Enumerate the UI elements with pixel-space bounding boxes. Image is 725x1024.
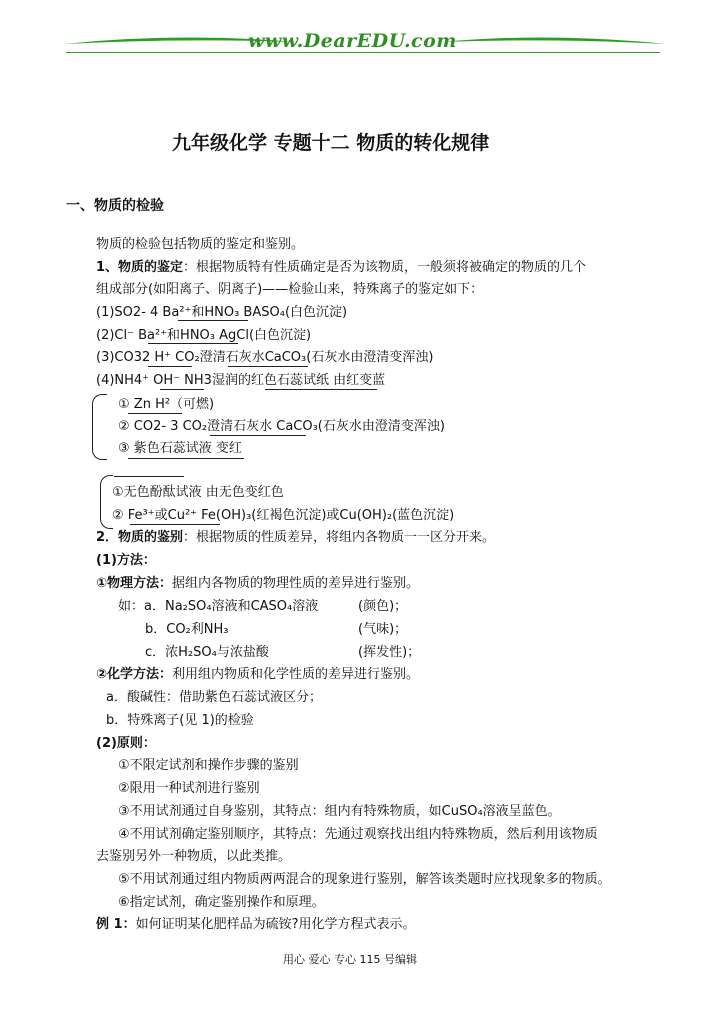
para-identification-text: ：根据物质特有性质确定是否为该物质，一般须将被确定的物质的几个 (183, 260, 587, 275)
chemical-method-text: 利用组内物质和化学性质的差异进行鉴别。 (172, 667, 420, 682)
example-c: c．浓H₂SO₄与浓盐酸 (145, 645, 269, 660)
h-ion-brace (92, 394, 107, 460)
para-distinguish (96, 529, 495, 547)
principle-3: ③不用试剂通过自身鉴别，其特点：组内有特殊物质，如CuSO₄溶液呈蓝色。 (118, 804, 561, 819)
page-title: 九年级化学 专题十二 物质的转化规律 (172, 132, 490, 154)
oh-ion-arrow-1 (114, 476, 184, 477)
para-identification (96, 259, 586, 277)
physical-method-label: ①物理方法： (96, 576, 173, 591)
para-distinguish-label: 2．物质的鉴别 (96, 530, 184, 545)
ion-line-1: (1)SO2- 4 Ba²⁺和HNO₃ BASO₄(白色沉淀) (96, 305, 348, 320)
page-footer: 用心 爱心 专心 115 号编辑 (283, 953, 417, 966)
header-rule (66, 52, 660, 53)
header-swoosh-right (440, 28, 670, 50)
principle-1: ①不限定试剂和操作步骤的鉴别 (118, 758, 299, 773)
h-ion-item-2: ② CO2- 3 CO₂澄清石灰水 CaCO₃(石灰水由澄清变浑浊) (118, 419, 445, 434)
ion-arrow-2 (148, 343, 238, 344)
example-b: b．CO₂利NH₃ (145, 622, 229, 637)
header-site-name: www.DearEDU.com (248, 30, 457, 52)
chemical-method-label: ②化学方法： (96, 667, 173, 682)
example-1-text: 如何证明某化肥样品为硫铵?用化学方程式表示。 (135, 917, 416, 932)
ion-arrow-3 (148, 366, 192, 367)
principle-5: ⑤不用试剂通过组内物质两两混合的现象进行鉴别，解答该类题时应找现象多的物质。 (118, 872, 611, 887)
chemical-a: a．酸碱性：借助紫色石蕊试液区分； (106, 690, 322, 705)
intro-text: 物质的检验包括物质的鉴定和鉴别。 (96, 237, 305, 252)
principle-6: ⑥指定试剂，确定鉴别操作和原理。 (118, 895, 325, 910)
example-1-label: 例 1： (96, 917, 136, 932)
principle-4-cont: 去鉴别另外一种物质，以此类推。 (96, 849, 292, 864)
ion-arrow-3b (228, 366, 308, 367)
h-ion-arrow-1 (128, 413, 182, 414)
para-distinguish-text: ：根据物质的性质差异，将组内各物质一一区分开来。 (183, 530, 496, 545)
ion-line-4: (4)NH4⁺ OH⁻ NH3湿润的红色石蕊试纸 由红变蓝 (96, 373, 386, 388)
h-ion-arrow-2 (210, 435, 306, 436)
principle-4: ④不用试剂确定鉴别顺序，其特点：先通过观察找出组内特殊物质，然后利用该物质 (118, 827, 598, 842)
oh-ion-item-1: ①无色酚酞试液 由无色变红色 (112, 485, 284, 500)
para-identification-cont: 组成部分(如阳离子、阴离子)——检验山来，特殊离子的鉴定如下： (96, 282, 484, 297)
example-a-property: (颜色)； (358, 599, 408, 614)
ion-arrow-4 (160, 389, 204, 390)
physical-method (96, 575, 419, 593)
physical-method-text: 据组内各物质的物理性质的差异进行鉴别。 (172, 576, 420, 591)
ion-line-3: (3)CO32 H⁺ CO₂澄清石灰水CaCO₃(石灰水由澄清变浑浊) (96, 350, 434, 365)
principles-heading: (2)原则： (96, 736, 156, 751)
principle-2: ②限用一种试剂进行鉴别 (118, 781, 260, 796)
example-1 (96, 916, 415, 934)
h-ion-item-1: ① Zn H²（可燃) (118, 397, 215, 412)
para-identification-label: 1、物质的鉴定 (96, 260, 184, 275)
section-heading: 一、物质的检验 (66, 198, 164, 214)
chemical-b: b．特殊离子(见 1)的检验 (106, 713, 254, 728)
oh-ion-item-2: ② Fe³⁺或Cu²⁺ Fe(OH)₃(红褐色沉淀)或Cu(OH)₂(蓝色沉淀) (112, 508, 455, 523)
example-c-property: (挥发性)； (358, 645, 421, 660)
oh-ion-arrow-2 (130, 524, 220, 525)
ion-line-2: (2)Cl⁻ Ba²⁺和HNO₃ AgCl(白色沉淀) (96, 328, 312, 343)
ion-arrow-4b (265, 389, 377, 390)
h-ion-item-3: ③ 紫色石蕊试液 变红 (118, 441, 242, 456)
methods-heading: (1)方法： (96, 553, 156, 568)
chemical-method (96, 666, 419, 684)
example-b-property: (气味)； (358, 622, 408, 637)
ion-arrow-1 (178, 320, 248, 321)
h-ion-arrow-3 (128, 458, 244, 459)
example-a: 如：a．Na₂SO₄溶液和CASO₄溶液 (118, 599, 319, 614)
